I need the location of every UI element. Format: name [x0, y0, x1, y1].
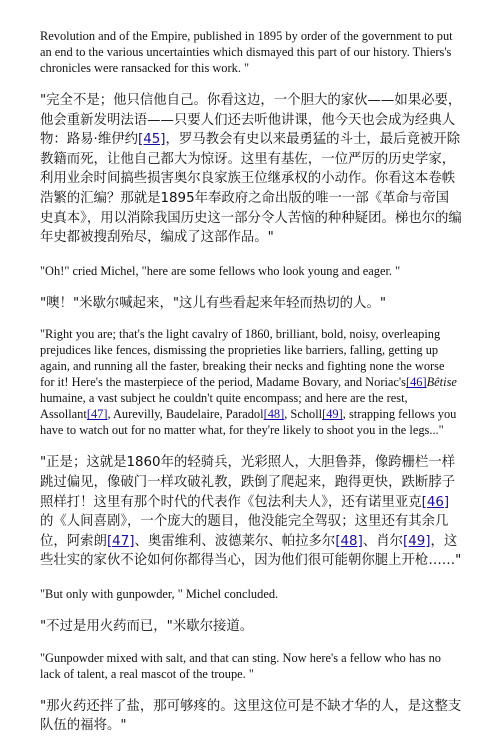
- paragraph-en-5: [40, 650, 462, 682]
- paragraph-en-1: [40, 28, 462, 76]
- text-run: "Right you are; that's the light cavalry of 1860, brilliant, bold, noisy, overleaping prejudices like fences, dismissing the proprieties like barriers, falling, getting up again, and running all the faster, breaking their necks and fighting none the worse for it! Here's the masterpiece of the period, Madame Bovary, and Noriac's: [40, 327, 445, 390]
- footnote-link[interactable]: [48]: [335, 533, 363, 549]
- text-run: , Scholl: [284, 407, 323, 422]
- footnote-link[interactable]: [46]: [405, 375, 427, 390]
- paragraph-zh-5: [40, 697, 462, 736]
- text-run: "完全不是；他只信他自己。你看这边，一个胆大的家伙——如果必要，他会重新发明法语——只要人们还去听他讲课，他今天也会成为经典人物：路易·维伊约: [40, 93, 462, 148]
- text-run: "那火药还拌了盐，那可够疼的。这里这位可是不缺才华的人，是这整支队伍的福将。": [40, 698, 462, 734]
- paragraph-en-2: [40, 263, 462, 279]
- text-run: humaine, a vast subject he couldn't quite encompass; and here are the rest, Assollant: [40, 391, 408, 422]
- footnote-link[interactable]: [49]: [402, 533, 431, 549]
- footnote-link[interactable]: [48]: [263, 407, 285, 422]
- paragraph-zh-1: [40, 91, 462, 248]
- text-run: 、肖尔: [362, 533, 403, 549]
- text-run: "Gunpowder mixed with salt, and that can sting. Now here's a fellow who has no lack of talent, a real mascot of the troupe. ": [40, 650, 441, 681]
- text-run: "噢！"米歇尔喊起来，"这儿有些看起来年轻而热切的人。": [40, 295, 387, 311]
- paragraph-en-3: [40, 326, 462, 438]
- footnote-link[interactable]: [49]: [322, 407, 343, 422]
- text-run: ，罗马教会有史以来最勇猛的斗士，最后竟被开除教籍而死，让他自己都大为惊讶。这里有基佐，一位严厉的历史学家，利用业余时间搞些损害奥尔良家族王位继承权的小动作。你看这本卷帙浩繁的汇编？那就是1895年奉政府之命出版的唯一一部《革命与帝国史真本》，用以消除我国历史这一部分令人苦恼的种种疑团。梯也尔的编年史都被搜刮殆尽，编成了这部作品。": [40, 132, 462, 246]
- text-run: "不过是用火药而已，"米歇尔接道。: [40, 618, 254, 634]
- footnote-link[interactable]: [47]: [86, 407, 108, 422]
- italic-text: Bêtise: [426, 375, 457, 390]
- text-run: Revolution and of the Empire, published in 1895 by order of the government to put an end to the various uncertainties which dismayed this part of our history. Thiers's chronicles were ransacked for this work. ": [40, 29, 453, 75]
- text-run: ，这些壮实的家伙不论如何你都得当心，因为他们很可能朝你腿上开枪……": [40, 533, 462, 569]
- paragraph-zh-4: [40, 617, 462, 637]
- text-run: , strapping fellows you have to watch out for no matter what, for they're likely to shoot you in the legs...": [40, 407, 457, 438]
- paragraph-zh-3: [40, 453, 462, 571]
- paragraph-zh-2: [40, 294, 462, 314]
- text-run: "But only with gunpowder, " Michel concluded.: [40, 586, 279, 601]
- footnote-link[interactable]: [47]: [106, 533, 135, 549]
- text-run: 、奥雷维利、波德莱尔、帕拉多尔: [134, 533, 336, 549]
- text-run: "Oh!" cried Michel, "here are some fellows who look young and eager. ": [40, 263, 401, 278]
- text-run: 的《人间喜剧》，一个庞大的题目，他没能完全驾驭；这里还有其余几位，阿索朗: [40, 514, 449, 549]
- footnote-link[interactable]: [46]: [421, 494, 450, 510]
- paragraph-en-4: [40, 586, 462, 602]
- text-run: "正是；这就是1860年的轻骑兵，光彩照人，大胆鲁莽，像跨栅栏一样跳过偏见，像破门一样攻破礼教，跌倒了爬起来，跑得更快，跌断脖子照样打！这里有那个时代的代表作《包法利夫人》，还有诺里亚克: [40, 455, 456, 510]
- footnote-link[interactable]: [45]: [138, 132, 166, 148]
- text-run: , Aurevilly, Baudelaire, Paradol: [107, 407, 264, 422]
